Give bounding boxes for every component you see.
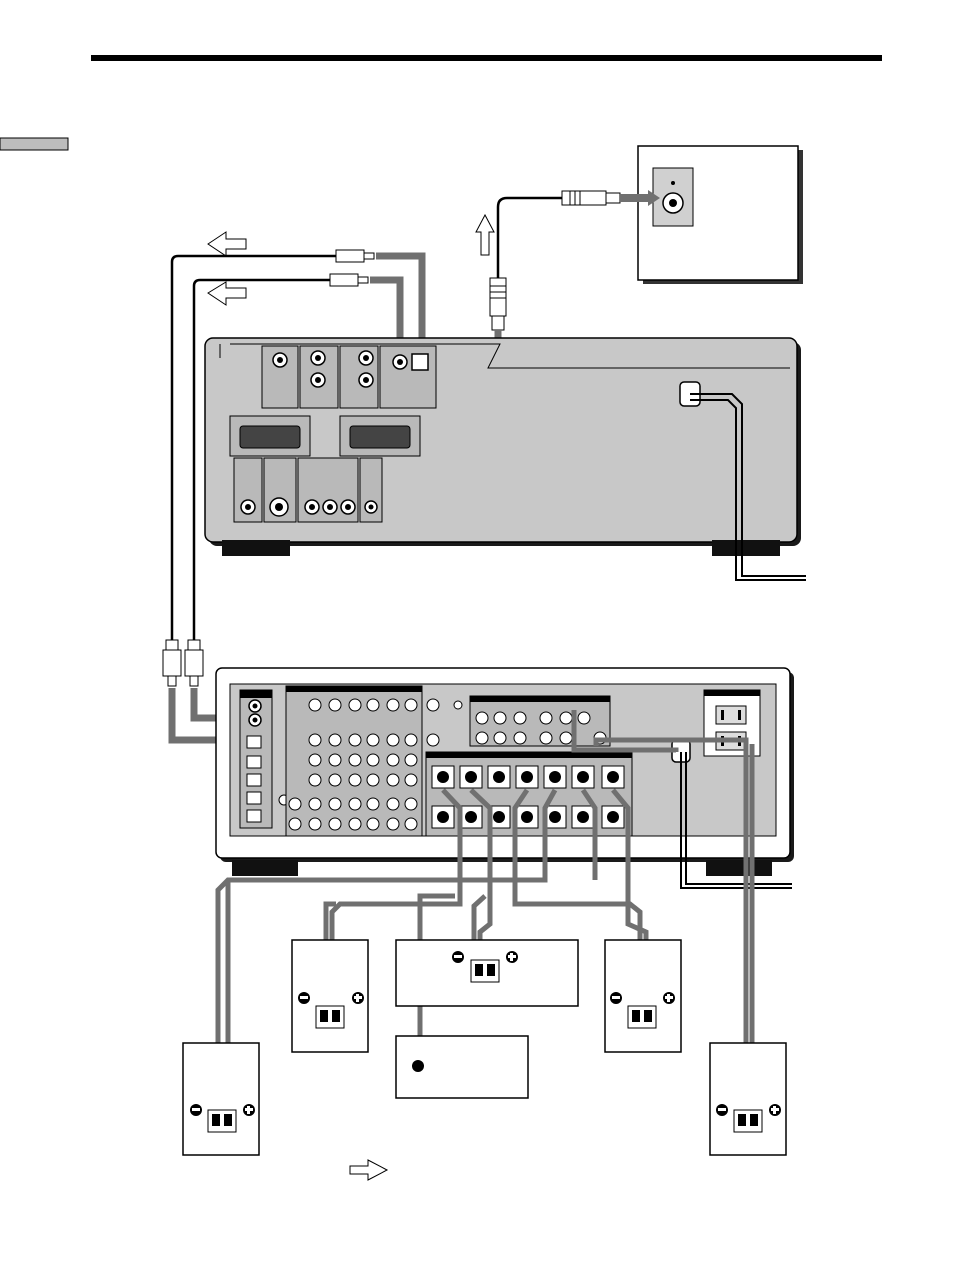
- speaker-center: [396, 940, 578, 1006]
- subwoofer: [396, 1036, 528, 1098]
- s-video-plug-bottom: [490, 278, 506, 330]
- arrow-right-icon: [350, 1160, 387, 1180]
- speaker-front-left: [292, 940, 368, 1052]
- arrow-left-icon: [208, 232, 246, 256]
- receiver-speaker-terminals: [426, 752, 632, 836]
- s-video-cable: [498, 198, 565, 280]
- rca-plugs-receiver: [163, 640, 203, 686]
- arrow-left-icon: [208, 282, 246, 305]
- section-side-tab: [0, 138, 68, 150]
- receiver-rear-panel: [216, 668, 794, 888]
- speaker-front-right: [605, 940, 681, 1052]
- header-rule: [91, 55, 882, 61]
- player-rear-panel: [205, 338, 806, 580]
- speaker-surround-right: [710, 1043, 786, 1155]
- s-video-plug-top: [562, 191, 620, 205]
- tv-unit: [638, 146, 803, 284]
- speaker-surround-left: [183, 1043, 259, 1155]
- arrow-up-icon: [476, 215, 494, 255]
